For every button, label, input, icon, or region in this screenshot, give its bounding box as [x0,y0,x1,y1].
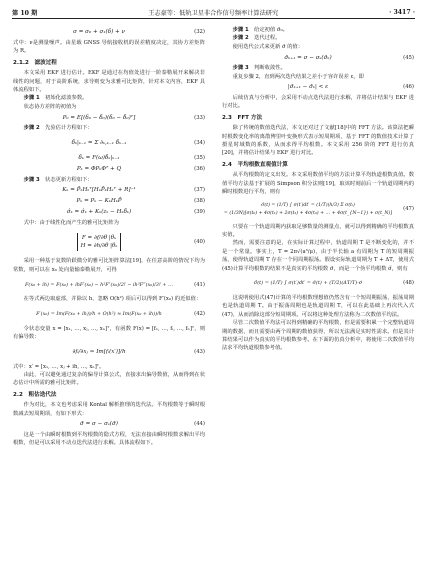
paragraph: 采用一种基于复数阶跃微分的雅可比矩阵算法[19]，在任意高阶的情况下均为常数，则可以在 x₀ 处向量输泰勒展开，可得 [13,258,205,273]
paragraph: 令状态变量 x = [x₁, …, xⱼ, …, xₙ]ᵀ，有函数 F(x) = [f₁, …, fᵢ, …, fₙ]ᵀ，则有偏导数： [13,325,205,341]
equation-44: σ̄ = σ − σₛ(σ̄) (44) [79,421,205,428]
paragraph: 从平均根数的定义出发。本文采用数值平均的方法计算平均轨道根数真值。数值平均方法基于扩展的 Simpson 积分法则[19]，取该时刻前后一个轨道周期内的瞬时根数进行平均，则有 [222,172,414,196]
paragraph: 这说明使用式(47)计算的平均根数理想值仍然含有一个短周期振荡，振荡周期也是轨道周期 T。由于振荡周期也是轨道周期 T，可以在此基础上再次代入式(47)，从而消除这部分短周期项。可以将这种处理方法称为二次数值平均法。 [222,294,414,318]
paragraph: 作为对比，本文也考虑采用 Kontal 解析推理的迭代法。平均根数等于瞬时根数减去短周期项，有如下形式： [13,402,205,417]
section-heading-2-4: 2.4 平均根数直观值计算 [222,161,288,168]
equation-46: |σ̄ₖ₊₁ − σ̄ₖ| < ε (46) [287,84,414,91]
right-column [222,26,414,574]
section-heading-2-2: 2.2 粗估迭代法 [13,391,57,398]
equation-45: σ̄ₖ₊₁ = σ − σₛ(σ̄ₖ) (45) [284,54,414,61]
equation-39: σ̂ₖ = σ̂ₖ + Kₖ(zₖ − Hₖδ̂ₖ) (39) [66,209,205,216]
paragraph: 然而，需要注意的是，在实际计算过程中，轨道周期 T 是不断变化的，并不是一个常量。事实上，T = 2π√(a³/μ)，由于半长轴 a 有周期为 T 的短周期振荡，使得轨道周期 T 存在一个同周期振荡。假设实际轨道周期为 T + ΔT，使用式(45)计算平均根数的结果不是真实的平均根数 σ̄，而是一个伪平均根数 σ̃，则有 [222,240,414,272]
equation-48: σ̃(t) = (1/T) ∫ σ(t′)dt′ = σ̄(t) + (T/2)(ΔT/T)·σ̇ (48) [253,280,414,287]
equation-37: Kₖ = P̄ₖHₖᵀ[HₖP̄ₖHₖᵀ + R]⁻¹ (37) [62,187,205,194]
equation-38: Pₖ = Pₖ − KₖHₖP̄ (38) [76,198,205,205]
paragraph: 尽管二次数值平均法可以得到精确的平均根数，但是需要积累一个完整轨道周期的数据，而且需要由两个周期的数值获得，所以无法满足实时性需求。但是其计算结果可以作为真实的平均根数参考。在下面的仿真分析中，将使用二次数值平均法求平均轨道根数参考值。 [222,320,414,352]
issue-label: 第 10 期 [12,9,38,17]
section-heading-2-1-2: 2.1.2 滤波过程 [13,59,57,66]
equation-40: F = ∂f/∂θ |θₖ H = ∂h/∂θ |θₖ (40) [13,229,205,255]
equation-41: F(x₀ + ih) = F(x₀) + ihF′(x₀) − h²F″(x₀)/2! − ih³F‴(x₀)/3! + … (41) [25,281,205,288]
paragraph: 式中：由于线性化而产生的雅可比矩阵为 [23,220,119,227]
equation-32: σ = σ₀ + σ₁(δ) + ν (32) [73,29,205,36]
running-title: 王志豪等：低轨卫星非合作信号频率计算法研究 [148,9,279,17]
equation-43: ∂fᵢ/∂xⱼ ≈ Im[fᵢ(x′)]/h (43) [72,348,205,355]
equation-34: δ̂ₖ|ₖ₋₁ = Σ ∂ₖ,ₖ₋₁ δ̂ₖ₋₁ (34) [71,139,205,146]
paragraph: 本文采用 EKF 进行估计。EKF 是通过在均值处进行一阶泰勒展开来解决非线性的问题，对于高阶系统，求导则变为求雅可比矩阵，针对本文内容，EKF 具体流程如下。 [13,70,205,94]
step-1: 步骤 1 初始化滤波参数。 [23,95,88,102]
step-2: 步骤 2 先验估计方程如下： [23,125,93,132]
equation-42: F′(x₀) = Im(F(x₀ + ih))/h + O(h²) ≈ Im(F(x₀ + ih))/h (42) [36,310,205,317]
equation-36: Pₖ = ΦPₖΦᵀ + Q (36) [76,165,205,172]
page-number: · 3417 · [389,8,415,16]
paragraph: 状态协方差阵的初值为 [23,103,77,110]
paragraph: 式中：ν是测量噪声。由星载 GNSS 导航接收机的误差精度决定，其协方差矩阵为 R。 [13,40,205,55]
step-2: 步骤 2 迭代过程。 [232,35,281,42]
paragraph: 后续仿真与分析中，会采用不动点迭代法进行求解，并将估计结果与 EKF 进行对比。 [222,95,414,110]
paragraph: 重复步骤 2，直到两次迭代结果之差小于容许误差 ε，即 [232,73,364,80]
step-3: 步骤 3 状态更新方程如下： [23,176,93,183]
left-column [13,26,205,574]
paragraph: 式中：x′ = [x₁, …, xⱼ + ih, …, xₙ]ᵀ。 [13,363,105,370]
paragraph: 使用迭代公式来更新 σ̄ 的值： [232,43,304,50]
equation-35: δ̂ₖ = F(ω)δ̂ₖ|ₖ₋₁ (35) [78,154,205,161]
paragraph: 由此，可以避免通过复杂的偏导计算公式，直接求出偏导数值，从而得到在状态估计中所需的雅可比矩阵。 [13,371,205,387]
running-header [12,6,415,19]
section-heading-2-3: 2.3 FFT 方法 [222,114,263,121]
paragraph: 除了传统的数值迭代法，本文还对过了文献[18]中的 FFT 方法。该算法把瞬时根数变化率的离散傅里叶变换形式表示短周期项，基于 FFT 的数值技术计算了摄星时域数的系数，从而求得平均根数。本文采用 256 阶的 FFT 进行仿真[20]，并将估计结果与 EKF 进行对比。 [222,125,414,157]
equation-47: σ̄(t) = (1/T) ∫ σ(t′)dt′ = (1/T)(h/3) Σ σ(tᵢ) = (1/3N)[σ(t₀) + 4σ(t₁) + 2σ(t₂) + 4σ(t₃) + … + 4σ(t_{N−1}) + σ(t_N)] (47) [223,202,414,216]
jacobian-matrix: F = ∂f/∂θ |θₖ H = ∂h/∂θ |θₖ [77,233,122,251]
paragraph: 在等式两边取虚部，并除以 h，忽略 O(h²) 项后可以得到 F′(x₀) 的近似值： [23,296,202,303]
paragraph: 这是一个由瞬时根数到平均根数的隐式方程，无法直接由瞬时根数求解出平均根数，但是可以采用不动点迭代法进行求解。具体流程如下。 [13,431,205,447]
paragraph: 只要在一个轨道周期内获取足够数量的测量点，就可以得到精确的平均根数真实值。 [222,223,414,238]
step-3: 步骤 3 判断收敛性。 [232,65,286,72]
step-1: 步骤 1 给定初值 σ̄₀。 [232,27,288,33]
equation-33: P₀ = E[(δ₀ − δ̂₀)(δ₀ − δ̂₀)ᵀ] (33) [62,114,205,121]
